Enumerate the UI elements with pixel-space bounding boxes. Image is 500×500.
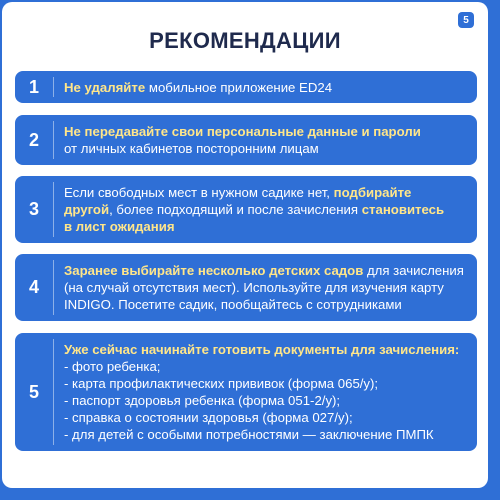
page-number-badge: 5: [458, 12, 474, 28]
item-highlight: становитесь: [361, 202, 445, 217]
item-highlight: подбирайте: [333, 185, 412, 200]
item-highlight: Не передавайте свои персональные данные и пароли: [64, 124, 421, 139]
document-list-item: - паспорт здоровья ребенка (форма 051-2/у);: [64, 393, 341, 408]
item-number: 1: [28, 76, 39, 97]
item-highlight: Заранее выбирайте несколько детских садов: [64, 263, 364, 278]
item-text-rest: мобильное приложение ED24: [145, 79, 333, 95]
item-text-line: (на случай отсутствия мест). Используйте для изучения карту: [64, 280, 444, 295]
document-list-item: - справка о состоянии здоровья (форма 027/у);: [64, 410, 353, 425]
document-list-item: - карта профилактических прививок (форма 065/у);: [64, 376, 379, 391]
item-number: 5: [28, 381, 39, 402]
item-text-line: INDIGO. Посетите садик, пообщайтесь с сотрудниками: [64, 297, 402, 312]
item-number: 4: [28, 277, 39, 297]
item-text: [54, 79, 342, 96]
item-text: [54, 262, 474, 313]
item-highlight: другой: [64, 202, 110, 217]
item-number: 2: [28, 129, 39, 150]
item-highlight: Не удаляйте: [64, 79, 146, 95]
item-text: [54, 341, 469, 443]
recommendations-card: [2, 2, 488, 488]
recommendation-item-5: [15, 333, 477, 451]
item-text-plain: Если свободных мест в нужном садике нет,: [64, 185, 334, 200]
recommendation-item-2: [15, 115, 477, 165]
item-text-line: от личных кабинетов посторонним лицам: [64, 141, 319, 156]
item-text: [54, 123, 431, 157]
recommendation-item-3: [15, 176, 477, 243]
recommendation-item-4: [15, 254, 477, 321]
document-list-item: - фото ребенка;: [64, 359, 161, 374]
item-highlight: Уже сейчас начинайте готовить документы для зачисления:: [64, 342, 460, 357]
item-text-rest: для зачисления: [363, 263, 464, 278]
recommendation-item-1: [15, 71, 477, 103]
item-text-plain: , более подходящий и после зачисления: [109, 202, 362, 217]
page-title: РЕКОМЕНДАЦИИ: [149, 28, 341, 53]
item-text: [54, 184, 454, 235]
document-list-item: - для детей с особыми потребностями — заключение ПМПК: [64, 427, 434, 442]
item-number: 3: [28, 199, 39, 219]
item-highlight: в лист ожидания: [64, 219, 175, 234]
